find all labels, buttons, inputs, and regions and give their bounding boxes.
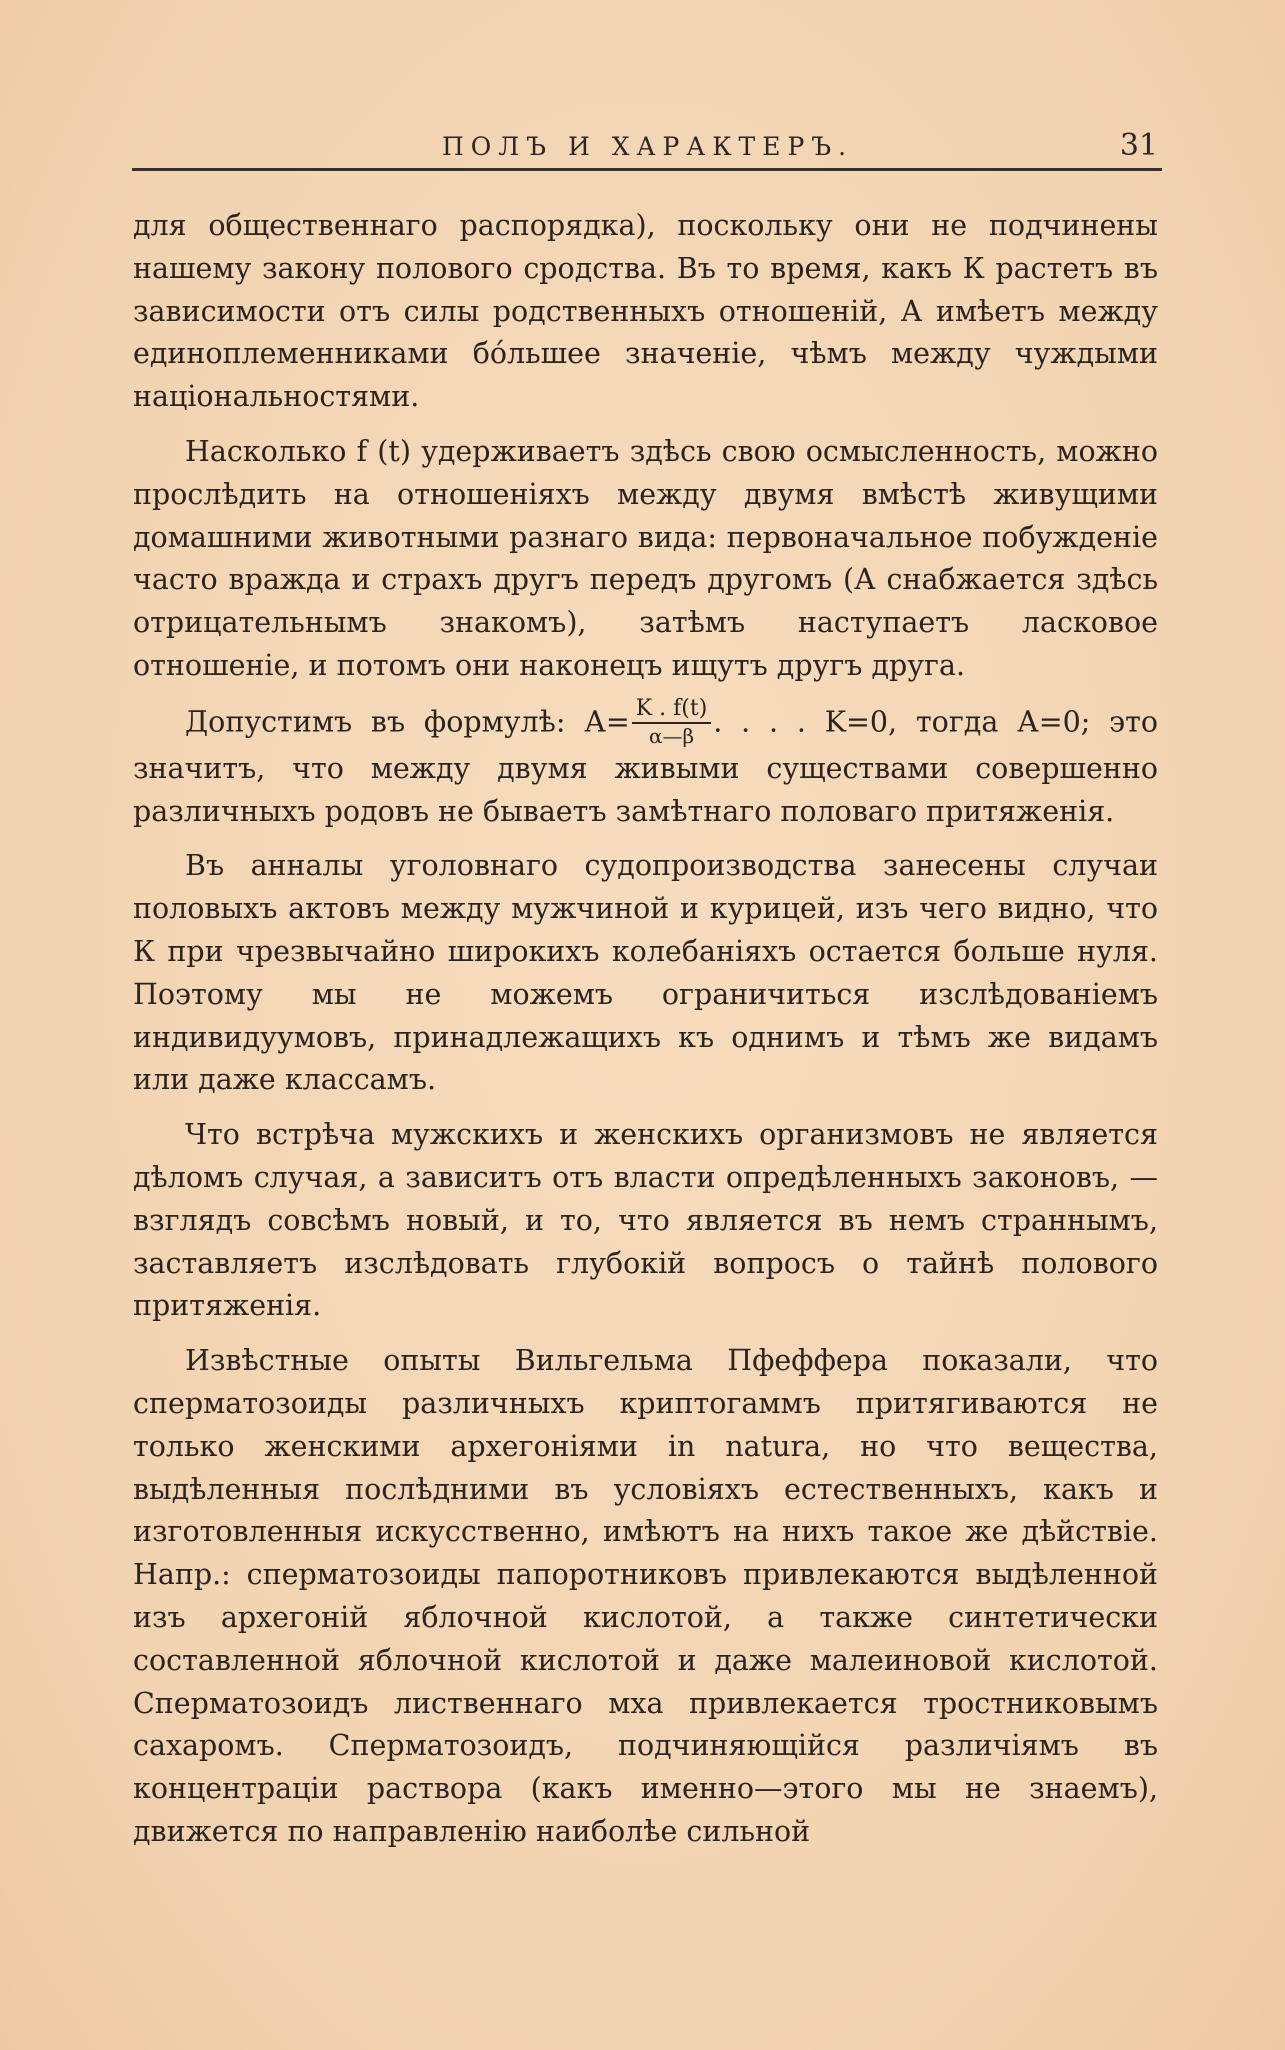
paragraph-3-formula [133, 695, 1159, 834]
page-number: 31 [1119, 128, 1158, 163]
running-title: ПОЛЪ И ХАРАКТЕРЪ. [442, 132, 854, 161]
body-text [133, 205, 1158, 1866]
header-rule [132, 168, 1162, 171]
formula-lead-text: Допустимъ въ формулѣ: А= [185, 705, 630, 739]
running-head [132, 128, 1162, 168]
paragraph-2: Насколько f (t) удерживаетъ здѣсь свою осмысленность, можно прослѣдить на отношеніяхъ между двумя вмѣстѣ живущими домашними животными разнаго вида: первоначальное побужденіе часто вражда и страхъ другъ передъ другомъ (А снабжается здѣсь отрицательнымъ знакомъ), затѣмъ наступаетъ ласковое отношеніе, и потомъ они наконецъ ищутъ другъ друга. [133, 434, 1158, 682]
paragraph-1: для общественнаго распорядка), поскольку они не подчинены нашему закону полового сродства. Въ то время, какъ К растетъ въ зависимости отъ силы родственныхъ отношеній, А имѣетъ между единоплеменниками бóльшее значеніе, чѣмъ между чуждыми національностями. [133, 209, 1158, 414]
paragraph-4: Въ анналы уголовнаго судопроизводства занесены случаи половыхъ актовъ между мужчиной и курицей, изъ чего видно, что К при чрезвычайно широкихъ колебаніяхъ остается больше нуля. Поэтому мы не можемъ ограничиться изслѣдованіемъ индивидуумовъ, принадлежащихъ къ однимъ и тѣмъ же видамъ или даже классамъ. [133, 849, 1158, 1097]
paragraph-5: Что встрѣча мужскихъ и женскихъ организмовъ не является дѣломъ случая, а зависитъ отъ власти опредѣленныхъ законовъ, — взглядъ совсѣмъ новый, и то, что является въ немъ страннымъ, заставляетъ изслѣдовать глубокій вопросъ о тайнѣ полового притяженія. [133, 1118, 1158, 1323]
formula-numerator: K . f(t) [632, 698, 712, 724]
formula-denominator: α—β [648, 723, 695, 748]
formula-fraction [632, 695, 712, 748]
formula-tail-text: . . . . K=0, тогда А=0; это значитъ, что между двумя живыми существами совершенно различныхъ родовъ не бываетъ замѣтнаго половаго притяженія. [133, 705, 1159, 828]
paragraph-6: Извѣстные опыты Вильгельма Пфеффера показали, что сперматозоиды различныхъ криптогаммъ притягиваются не только женскими архегоніями in natura, но что вещества, выдѣленныя послѣдними въ условіяхъ естественныхъ, какъ и изготовленныя искусственно, имѣютъ на нихъ такое же дѣйствіе. Напр.: сперматозоиды папоротниковъ привлекаются выдѣленной изъ архегоній яблочной кислотой, а также синтетически составленной яблочной кислотой и даже малеиновой кислотой. Сперматозоидъ лиственнаго мха привлекается тростниковымъ сахаромъ. Сперматозоидъ, подчиняющійся различіямъ въ концентраціи раствора (какъ именно—этого мы не знаемъ), движется по направленію наиболѣе сильной [133, 1344, 1158, 1848]
